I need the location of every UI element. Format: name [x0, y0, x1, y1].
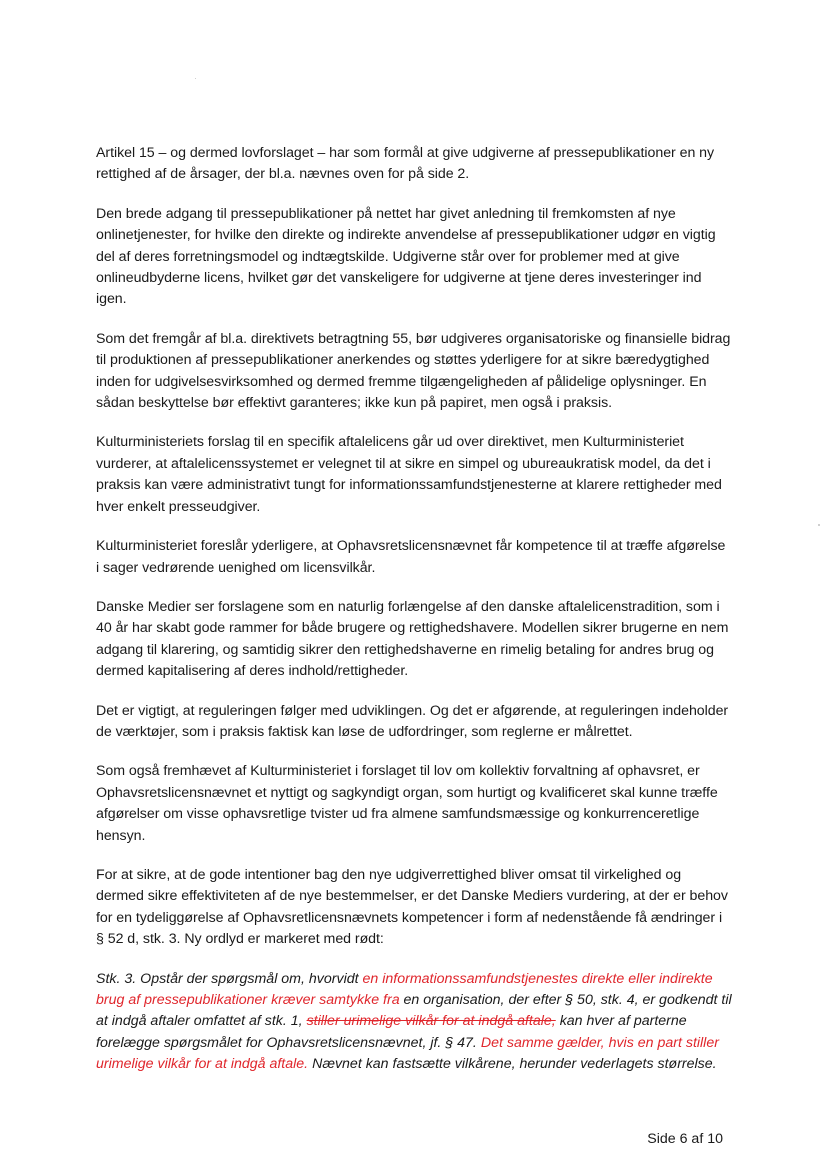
amendment-text: [96, 969, 732, 1076]
amendment-deleted-wording: stiller urimelige vilkår for at indgå aftale,: [306, 1013, 556, 1030]
paragraph-1: Artikel 15 – og dermed lovforslaget – har som formål at give udgiverne af pressepublikationer en ny rettighed af de årsager, der bl.a. nævnes oven for på side 2.: [96, 145, 715, 183]
page-number: Side 6 af 10: [647, 1131, 723, 1147]
paragraph-4: Kulturministeriets forslag til en specifik aftalelicens går ud over direktivet, men Kulturministeriet vurderer, at aftalelicenssystemet er velegnet til at sikre en simpel og ubureaukratisk model, da det i praksis kan være administrativt tungt for informationssamfundstjenesterne at klarere rettigheder med hver enkelt presseudgiver.: [96, 434, 722, 515]
scan-artifact: [195, 78, 196, 79]
amendment-text-part: en organisation, der efter § 50, stk. 4, er godkendt til at indgå aftaler omfattet af stk. 1,: [96, 992, 732, 1030]
amendment-text-part: Stk. 3. Opstår der spørgsmål om, hvorvidt: [96, 970, 363, 987]
paragraph-3: Som det fremgår af bl.a. direktivets betragtning 55, bør udgiveres organisatoriske og finansielle bidrag til produktionen af pressepublikationer anerkendes og støttes yderligere for at sikre bæredygtighed inden for udgivelsesvirksomhed og dermed fremme tilgængeligheden af pålidelige oplysninger. En sådan beskyttelse bør effektivt garanteres; ikke kun på papiret, men også i praksis.: [96, 330, 731, 412]
document-body: [96, 143, 732, 1076]
paragraph-7: Det er vigtigt, at reguleringen følger med udviklingen. Og det er afgørende, at reguleringen indeholder de værktøjer, som i praksis faktisk kan løse de udfordringer, som reglerne er målrettet.: [96, 702, 729, 740]
paragraph-9: For at sikre, at de gode intentioner bag den nye udgiverrettighed bliver omsat til virkelighed og dermed sikre effektiviteten af de nye bestemmelser, er det Danske Mediers vurdering, at der er behov for en tydeliggørelse af Ophavsretlicensnævnets kompetencer i form af nedenstående få ændringer i § 52 d, stk. 3. Ny ordlyd er markeret med rødt:: [96, 866, 728, 948]
scan-artifact: [818, 524, 820, 526]
amendment-new-wording: Det samme gælder, hvis en part stiller urimelige vilkår for at indgå aftale.: [96, 1034, 719, 1073]
paragraph-8: Som også fremhævet af Kulturministeriet i forslaget til lov om kollektiv forvaltning af ophavsret, er Ophavsretslicensnævnet et nyttigt og sagkyndigt organ, som hurtigt og kvalificeret skal kunne træffe afgørelser om visse ophavsretlige tvister ud fra almene samfundsmæssige og konkurrenceretlige hensyn.: [96, 763, 718, 844]
paragraph-5: Kulturministeriet foreslår yderligere, at Ophavsretslicensnævnet får kompetence til at træffe afgørelse i sager vedrørende uenighed om licensvilkår.: [96, 538, 726, 576]
amendment-text-part: kan hver af parterne forelægge spørgsmålet for Ophavsretslicensnævnet, jf. § 47.: [96, 1013, 687, 1051]
paragraph-6: Danske Medier ser forslagene som en naturlig forlængelse af den danske aftalelicenstradition, som i 40 år har skabt gode rammer for både brugere og rettighedshavere. Modellen sikrer brugerne en nem adgang til klarering, og samtidig sikrer den rettighedshaverne en rimelig betaling for andres brug og dermed kapitalisering af deres indhold/rettigheder.: [96, 598, 729, 680]
amendment-text-part: Nævnet kan fastsætte vilkårene, herunder vederlagets størrelse.: [308, 1056, 717, 1073]
paragraph-2: Den brede adgang til pressepublikationer på nettet har givet anledning til fremkomsten af nye onlinetjenester, for hvilke den direkte og indirekte anvendelse af pressepublikationer udgør en vigtig del af deres forretningsmodel og indtægtskilde. Udgiverne står over for problemer med at give onlineudbyderne licens, hvilket gør det vanskeligere for udgiverne at tjene deres investeringer ind igen.: [96, 205, 716, 308]
amendment-new-wording: en informationssamfundstjenestes direkte eller indirekte brug af pressepublikationer kræver samtykke fra: [96, 970, 713, 1008]
